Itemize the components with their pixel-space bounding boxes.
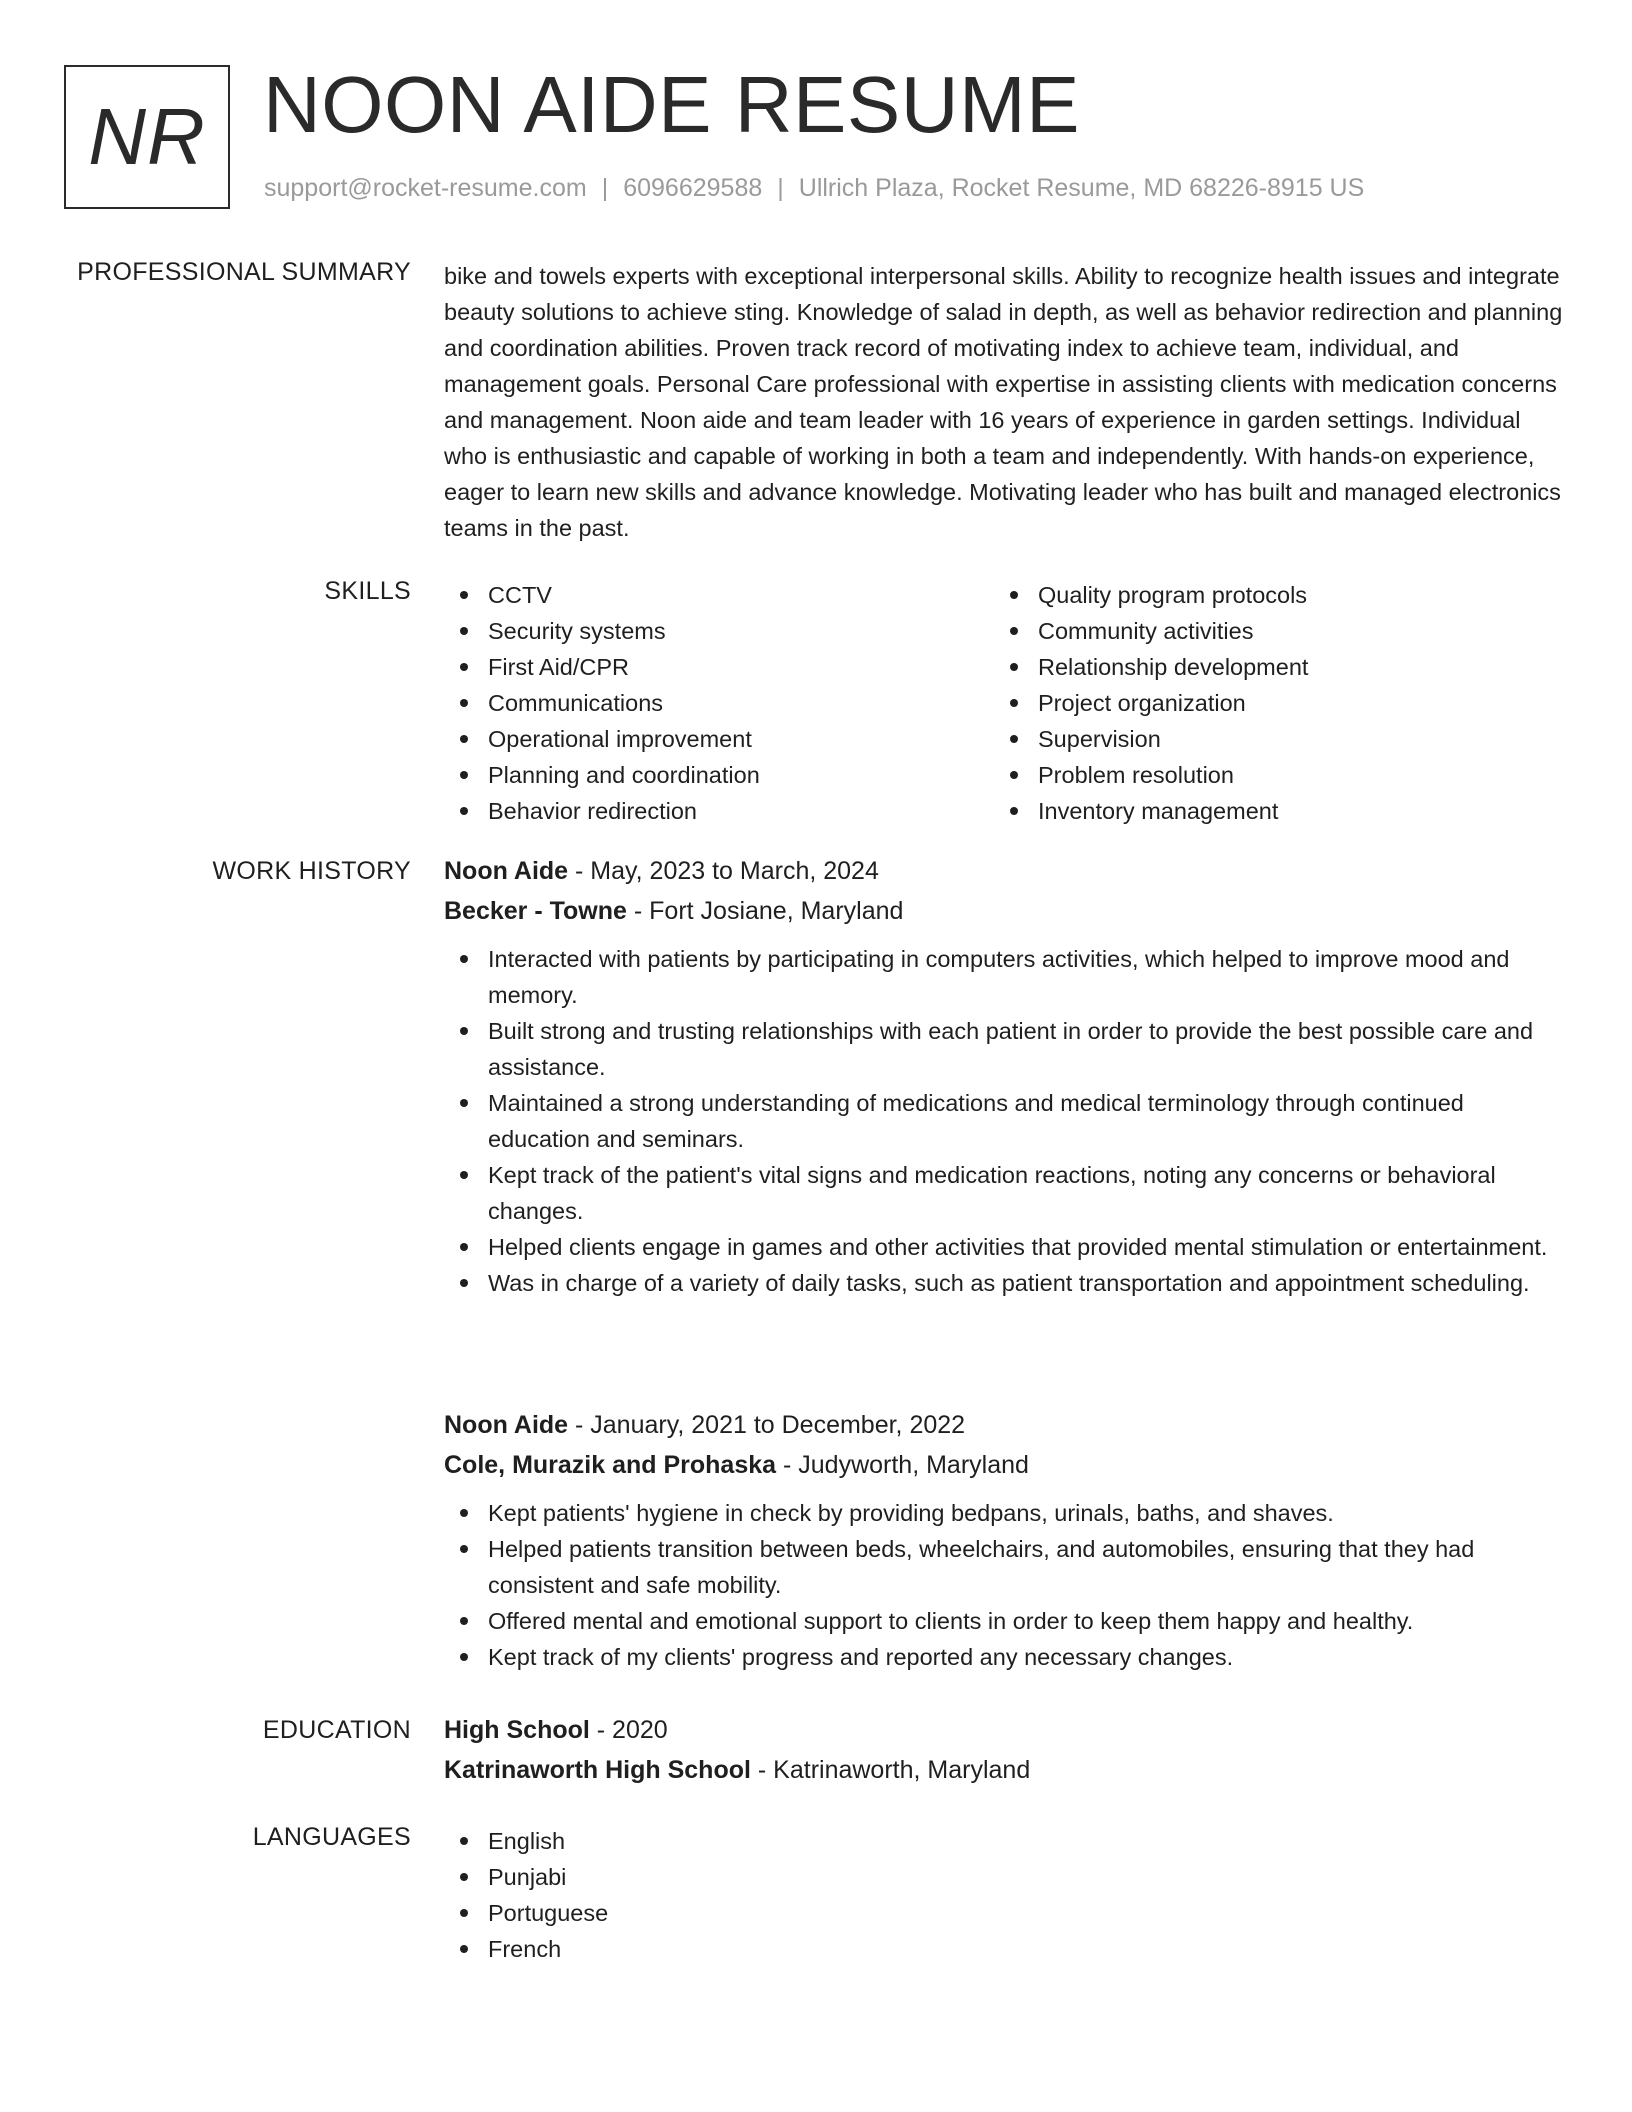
job-entry	[444, 851, 1568, 1301]
section-label-education: EDUCATION	[262, 1716, 411, 1744]
job-entry	[444, 1405, 1568, 1675]
job-location: - Fort Josiane, Maryland	[626, 897, 904, 925]
education-year: - 2020	[589, 1716, 668, 1744]
job-duty-item: Helped patients transition between beds, wheelchairs, and automobiles, ensuring that they had consistent and safe mobility.	[444, 1531, 1568, 1603]
language-item: Punjabi	[444, 1859, 1568, 1895]
job-duty-item: Was in charge of a variety of daily tasks, such as patient transportation and appointment scheduling.	[444, 1265, 1568, 1301]
section-label-summary: PROFESSIONAL SUMMARY	[77, 258, 411, 286]
job-duty-item: Maintained a strong understanding of medications and medical terminology through continued education and seminars.	[444, 1085, 1568, 1157]
job-duty-item: Offered mental and emotional support to clients in order to keep them happy and healthy.	[444, 1603, 1568, 1639]
monogram-logo: NR	[64, 65, 230, 209]
section-label-skills: SKILLS	[324, 577, 411, 605]
education-degree-line	[444, 1710, 1568, 1750]
skill-item: Problem resolution	[994, 757, 1544, 793]
language-item: French	[444, 1931, 1568, 1967]
education-entry	[444, 1710, 1568, 1790]
resume-header	[64, 60, 1568, 210]
summary-text: bike and towels experts with exceptional interpersonal skills. Ability to recognize health issues and integrate beauty solutions to achieve sting. Knowledge of salad in depth, as well as behavior redirection and planning and coordination abilities. Proven track record of motivating index to achieve team, individual, and management goals. Personal Care professional with expertise in assisting clients with medication concerns and management. Noon aide and team leader with 16 years of experience in garden settings. Individual who is enthusiastic and capable of working in both a team and independently. With hands-on experience, eager to learn new skills and advance knowledge. Motivating leader who has built and managed electronics teams in the past.	[444, 263, 1563, 541]
job-company: Becker - Towne	[444, 897, 627, 925]
skills-column-right	[994, 577, 1544, 829]
skill-item: Inventory management	[994, 793, 1544, 829]
job-duties	[444, 941, 1568, 1301]
job-company-line	[444, 891, 1568, 931]
skill-item: CCTV	[444, 577, 994, 613]
languages-list	[444, 1823, 1568, 1967]
job-dates: - January, 2021 to December, 2022	[568, 1411, 966, 1439]
job-dates: - May, 2023 to March, 2024	[568, 857, 879, 885]
job-company: Cole, Murazik and Prohaska	[444, 1451, 777, 1479]
language-item: English	[444, 1823, 1568, 1859]
job-duty-item: Interacted with patients by participating in computers activities, which helped to improve mood and memory.	[444, 941, 1568, 1013]
job-duty-item: Kept track of the patient's vital signs and medication reactions, noting any concerns or behavioral changes.	[444, 1157, 1568, 1229]
education-school: Katrinaworth High School	[444, 1756, 751, 1784]
job-duty-item: Helped clients engage in games and other activities that provided mental stimulation or entertainment.	[444, 1229, 1568, 1265]
skills-list	[444, 577, 1568, 829]
job-title-line	[444, 851, 1568, 891]
skill-item: Operational improvement	[444, 721, 994, 757]
contact-separator: |	[601, 174, 609, 202]
education-degree: High School	[444, 1716, 590, 1744]
skills-column-left	[444, 577, 994, 829]
job-duty-item: Kept patients' hygiene in check by providing bedpans, urinals, baths, and shaves.	[444, 1495, 1568, 1531]
section-label-work-history: WORK HISTORY	[212, 857, 411, 885]
job-location: - Judyworth, Maryland	[776, 1451, 1029, 1479]
section-label-languages: LANGUAGES	[252, 1823, 411, 1851]
job-duty-item: Built strong and trusting relationships with each patient in order to provide the best possible care and assistance.	[444, 1013, 1568, 1085]
education-location: - Katrinaworth, Maryland	[750, 1756, 1031, 1784]
job-company-line	[444, 1445, 1568, 1485]
skill-item: Quality program protocols	[994, 577, 1544, 613]
skill-item: Behavior redirection	[444, 793, 994, 829]
skill-item: Security systems	[444, 613, 994, 649]
skill-item: Relationship development	[994, 649, 1544, 685]
contact-address: Ullrich Plaza, Rocket Resume, MD 68226-8915 US	[798, 174, 1365, 202]
contact-phone[interactable]: 6096629588	[623, 174, 763, 202]
skill-item: Supervision	[994, 721, 1544, 757]
language-item: Portuguese	[444, 1895, 1568, 1931]
languages-items	[444, 1823, 1568, 1967]
job-duties	[444, 1495, 1568, 1675]
skill-item: Planning and coordination	[444, 757, 994, 793]
job-title-line	[444, 1405, 1568, 1445]
skill-item: Project organization	[994, 685, 1544, 721]
job-title: Noon Aide	[444, 857, 569, 885]
skill-item: Communications	[444, 685, 994, 721]
education-school-line	[444, 1750, 1568, 1790]
contact-email[interactable]: support@rocket-resume.com	[264, 174, 587, 202]
contact-separator: |	[777, 174, 784, 202]
job-title: Noon Aide	[444, 1411, 569, 1439]
job-duty-item: Kept track of my clients' progress and reported any necessary changes.	[444, 1639, 1568, 1675]
skill-item: First Aid/CPR	[444, 649, 994, 685]
resume-title: NOON AIDE RESUME	[263, 60, 1081, 149]
contact-line	[264, 174, 1364, 203]
skill-item: Community activities	[994, 613, 1544, 649]
